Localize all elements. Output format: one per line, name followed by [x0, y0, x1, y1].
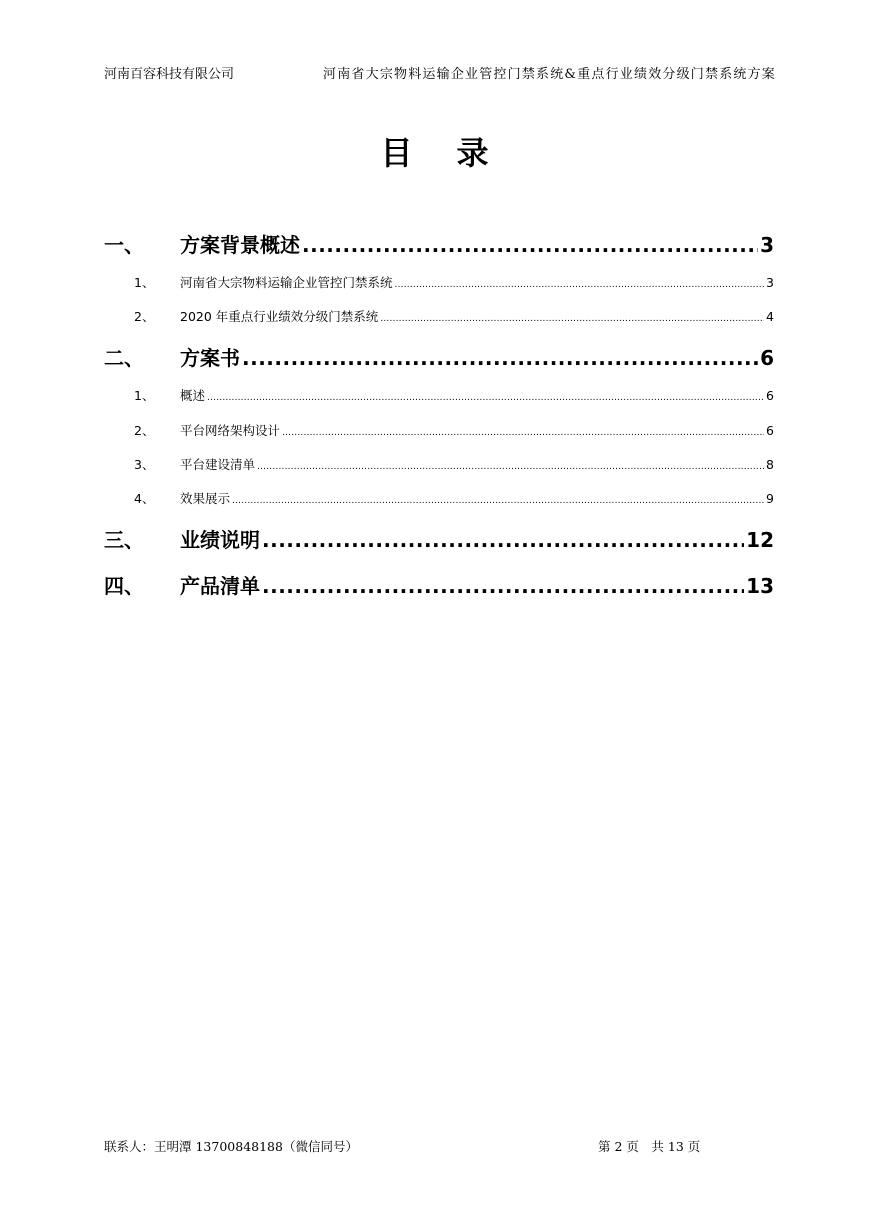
toc-entry-level2[interactable]: [104, 421, 774, 439]
toc-entry-page: 12: [746, 528, 774, 552]
page-header: [104, 62, 776, 82]
toc-entry-text: 效果展示: [180, 491, 231, 506]
toc-entry-page: 6: [766, 388, 774, 403]
toc-dot-leader: [395, 280, 765, 290]
header-document-title: 河南省大宗物料运输企业管控门禁系统&重点行业绩效分级门禁系统方案: [323, 66, 776, 82]
toc-entry-number: 四、: [104, 574, 144, 598]
toc-entry-page: 9: [766, 491, 774, 506]
toc-entry-page: 6: [760, 346, 774, 370]
toc-title-char-1: 目: [380, 134, 413, 172]
toc-dot-leader: [257, 462, 764, 472]
toc-dot-leader: [232, 496, 764, 506]
toc-entry-text: 2020 年重点行业绩效分级门禁系统: [180, 309, 379, 324]
toc-entry-level2[interactable]: [104, 455, 774, 473]
toc-entry-level2[interactable]: [104, 489, 774, 507]
toc-entry-number: 2、: [134, 309, 155, 324]
footer-page-number: 第 2 页 共 13 页: [598, 1139, 701, 1154]
toc-entry-level1[interactable]: [104, 342, 774, 368]
toc-entry-page: 13: [746, 574, 774, 598]
toc-dot-leader: [302, 233, 758, 257]
toc-entry-page: 3: [766, 275, 774, 290]
toc-entry-number: 1、: [134, 388, 155, 403]
header-company: 河南百容科技有限公司: [104, 66, 235, 82]
toc-title: [0, 128, 869, 174]
footer-contact: 联系人：王明潭 13700848188（微信同号）: [104, 1139, 358, 1154]
toc-entry-text: 河南省大宗物料运输企业管控门禁系统: [180, 275, 393, 290]
toc-entry-number: 3、: [134, 457, 155, 472]
toc-dot-leader: [380, 314, 764, 324]
toc-dot-leader: [262, 574, 744, 598]
toc-entry-text: 产品清单: [180, 574, 260, 598]
toc-entry-level2[interactable]: [104, 386, 774, 404]
toc-entry-level2[interactable]: [104, 307, 774, 325]
toc-entry-page: 3: [760, 233, 774, 257]
toc-entry-text: 平台网络架构设计: [180, 423, 281, 438]
toc-entry-text: 业绩说明: [180, 528, 260, 552]
toc-dot-leader: [242, 346, 758, 370]
toc-entry-text: 方案书: [180, 346, 240, 370]
toc-entry-number: 三、: [104, 528, 144, 552]
toc-entry-text: 平台建设清单: [180, 457, 256, 472]
toc-entry-text: 方案背景概述: [180, 233, 300, 257]
toc-entry-page: 8: [766, 457, 774, 472]
toc-entry-page: 6: [766, 423, 774, 438]
toc-dot-leader: [207, 393, 764, 403]
toc-entry-number: 一、: [104, 233, 144, 257]
toc-entry-level2[interactable]: [104, 273, 774, 291]
toc-entry-number: 2、: [134, 423, 155, 438]
toc-entry-text: 概述: [180, 388, 206, 403]
toc-title-char-2: 录: [456, 134, 489, 172]
toc-entry-page: 4: [766, 309, 774, 324]
toc-dot-leader: [282, 428, 764, 438]
toc-entry-level1[interactable]: [104, 229, 774, 255]
toc-entry-level1[interactable]: [104, 570, 774, 596]
toc-dot-leader: [262, 528, 744, 552]
toc-entry-number: 4、: [134, 491, 155, 506]
page-footer: [104, 1137, 724, 1155]
toc-entry-number: 二、: [104, 346, 144, 370]
toc-entry-level1[interactable]: [104, 524, 774, 550]
toc-entry-number: 1、: [134, 275, 155, 290]
